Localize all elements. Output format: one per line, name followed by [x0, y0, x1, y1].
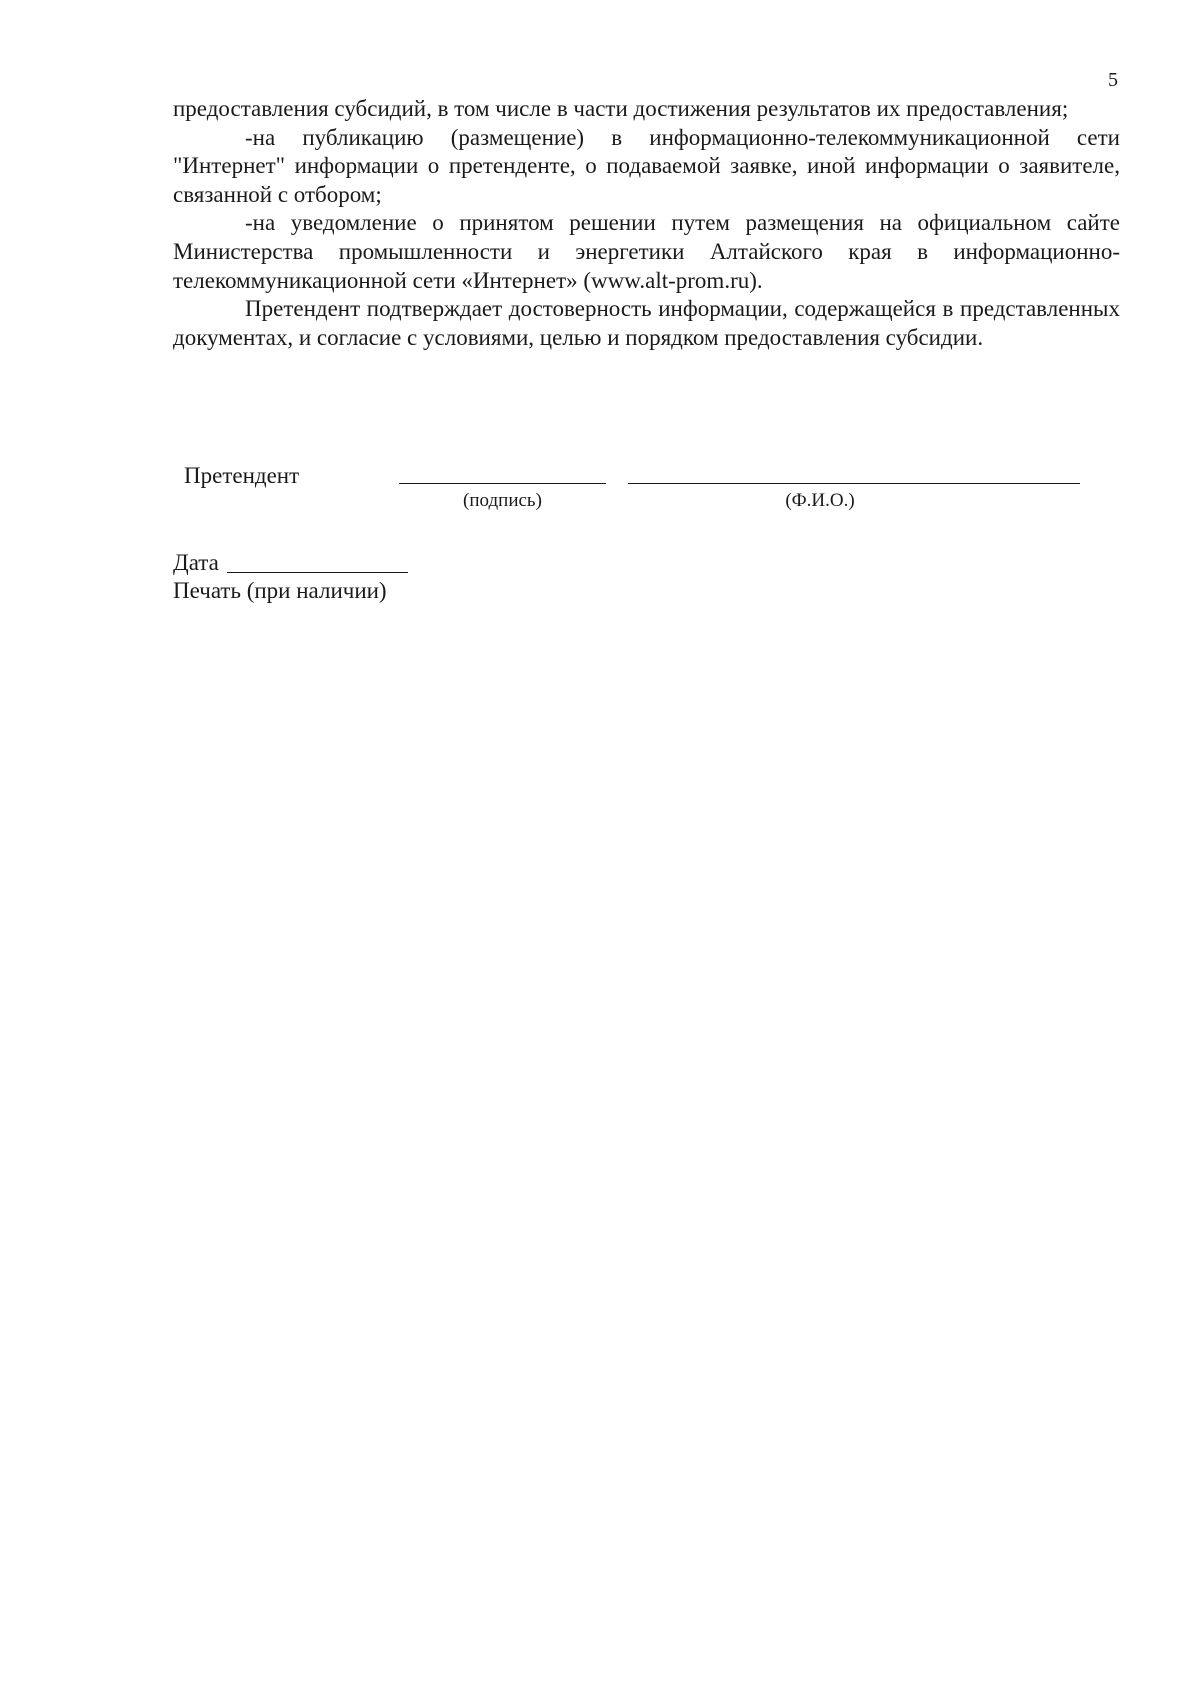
full-name-caption: (Ф.И.О.) — [785, 490, 855, 511]
page-number: 5 — [1108, 69, 1118, 91]
date-seal-block — [173, 549, 408, 605]
paragraph-publication-consent: -на публикацию (размещение) в информационно-телекоммуникационной сети "Интернет" информации о претенденте, о подаваемой заявке, иной информации о заявителе, связанной с отбором; — [173, 124, 1120, 207]
seal-label: Печать (при наличии) — [173, 578, 387, 603]
signature-caption: (подпись) — [463, 490, 542, 511]
paragraph-confirmation: Претендент подтверждает достоверность информации, содержащейся в представленных документах, и согласие с условиями, целью и порядком предоставления субсидии. — [173, 296, 1120, 350]
date-row — [173, 549, 408, 577]
document-body — [173, 95, 1120, 352]
signature-label: Претендент — [184, 463, 300, 488]
date-line — [227, 572, 408, 573]
signature-block — [0, 462, 1200, 522]
date-label: Дата — [173, 550, 219, 575]
paragraph-continuation: предоставления субсидий, в том числе в части достижения результатов их предоставления; — [173, 96, 1069, 121]
full-name-line — [628, 483, 1080, 484]
signature-line — [399, 483, 606, 484]
paragraph-notification-consent: -на уведомление о принятом решении путем размещения на официальном сайте Министерства промышленности и энергетики Алтайского края в информационно-телекоммуникационной сети «Интернет» (www.alt-prom.ru). — [173, 210, 1120, 293]
